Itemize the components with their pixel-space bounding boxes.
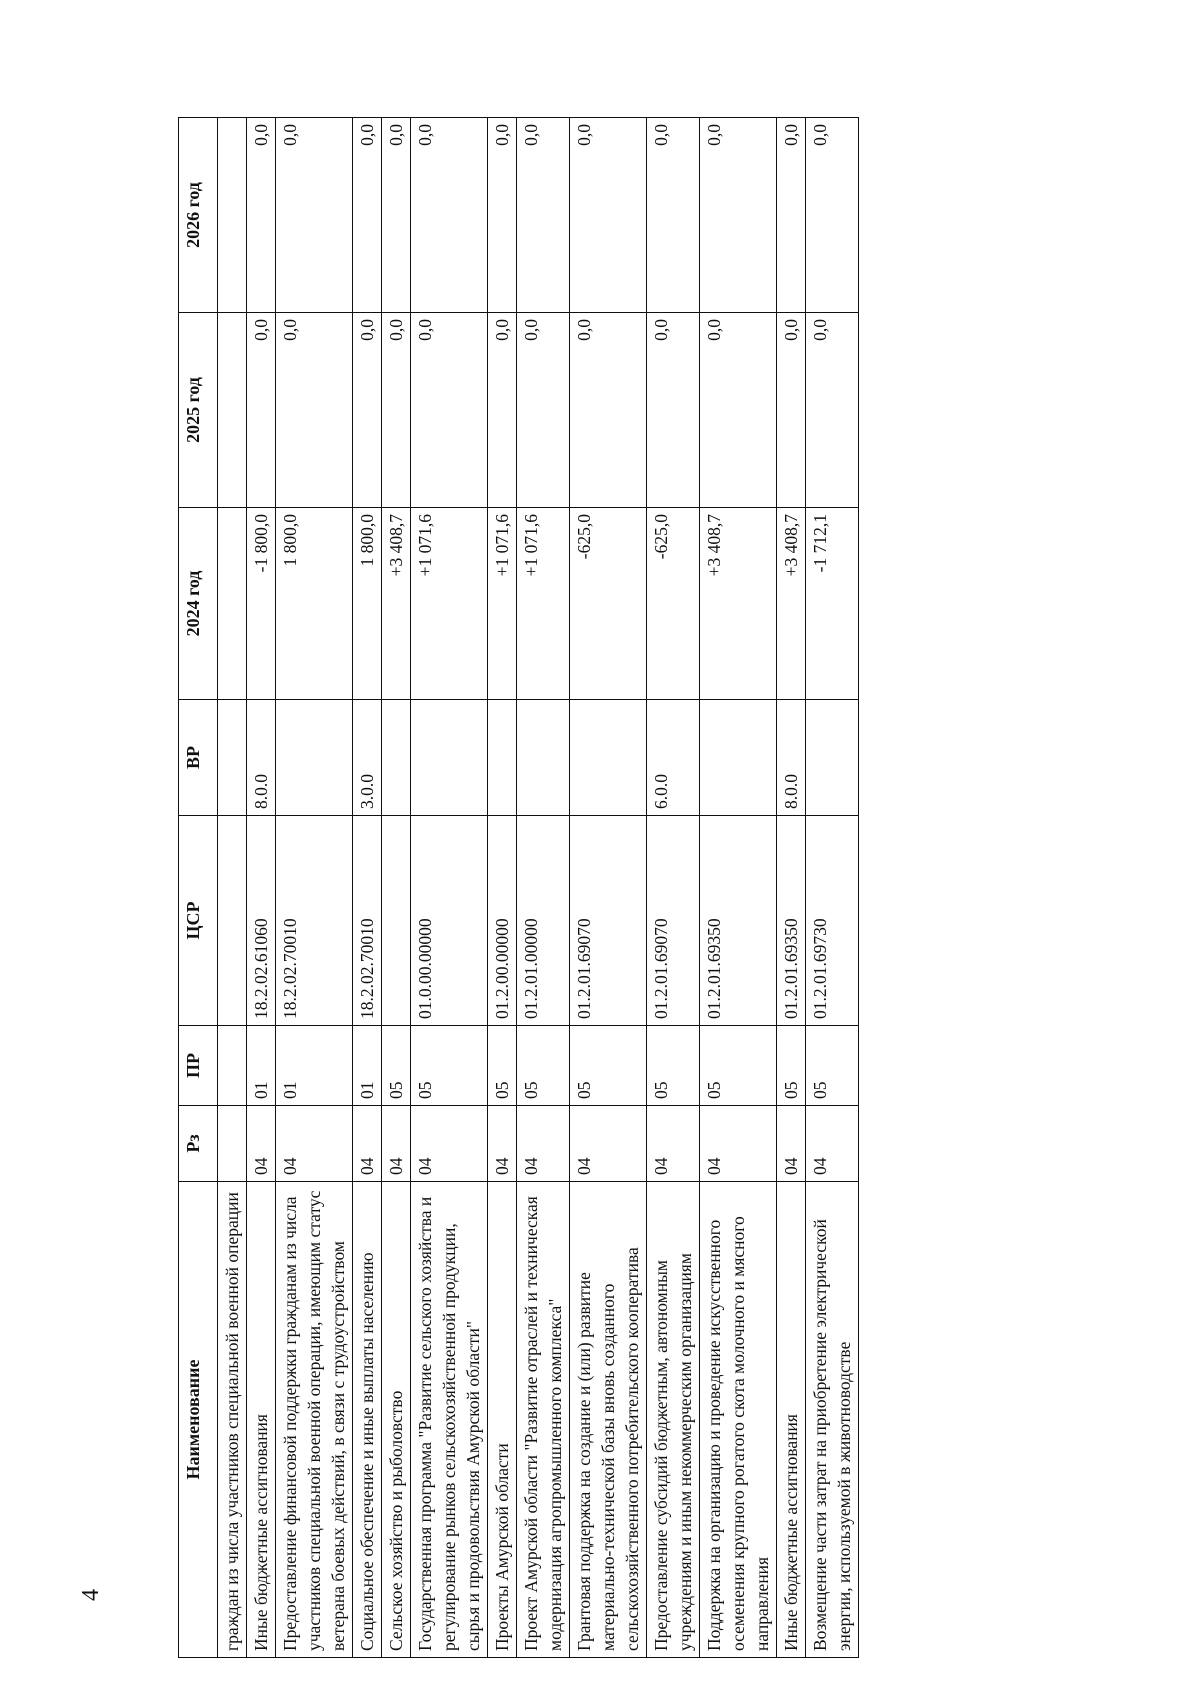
cell-pr: 05 xyxy=(570,1026,647,1106)
cell-2026: 0,0 xyxy=(570,118,647,313)
table-row xyxy=(488,118,517,1658)
cell-2026: 0,0 xyxy=(806,118,859,313)
cell-2025: 0,0 xyxy=(647,313,700,508)
cell-rz: 04 xyxy=(777,1106,806,1182)
cell-2024: +3 408,7 xyxy=(777,508,806,700)
cell-csr: 01.2.00.00000 xyxy=(488,816,517,1026)
cell-csr xyxy=(218,816,247,1026)
page-number: 4 xyxy=(78,1589,104,1601)
cell-csr: 01.2.01.69730 xyxy=(806,816,859,1026)
cell-2026: 0,0 xyxy=(700,118,777,313)
cell-2025: 0,0 xyxy=(382,313,411,508)
cell-rz: 04 xyxy=(517,1106,570,1182)
cell-rz: 04 xyxy=(647,1106,700,1182)
table-row xyxy=(700,118,777,1658)
cell-2026: 0,0 xyxy=(353,118,382,313)
cell-2025: 0,0 xyxy=(700,313,777,508)
cell-vr: 8.0.0 xyxy=(247,700,276,816)
cell-pr: 01 xyxy=(276,1026,353,1106)
table-row xyxy=(276,118,353,1658)
table-row xyxy=(382,118,411,1658)
cell-pr: 05 xyxy=(700,1026,777,1106)
cell-rz: 04 xyxy=(806,1106,859,1182)
table-row xyxy=(647,118,700,1658)
cell-2026: 0,0 xyxy=(247,118,276,313)
cell-csr xyxy=(382,816,411,1026)
cell-name: Проекты Амурской области xyxy=(488,1182,517,1658)
cell-2025: 0,0 xyxy=(488,313,517,508)
cell-rz xyxy=(218,1106,247,1182)
cell-name: Сельское хозяйство и рыболовство xyxy=(382,1182,411,1658)
table-row xyxy=(247,118,276,1658)
header-csr: ЦСР xyxy=(179,816,218,1026)
cell-rz: 04 xyxy=(570,1106,647,1182)
cell-2024: +1 071,6 xyxy=(411,508,488,700)
cell-name: Социальное обеспечение и иные выплаты населению xyxy=(353,1182,382,1658)
cell-csr: 01.2.01.69070 xyxy=(570,816,647,1026)
cell-2025: 0,0 xyxy=(276,313,353,508)
cell-csr: 18.2.02.61060 xyxy=(247,816,276,1026)
cell-rz: 04 xyxy=(276,1106,353,1182)
table-body xyxy=(218,118,859,1658)
cell-2025: 0,0 xyxy=(247,313,276,508)
cell-2026: 0,0 xyxy=(777,118,806,313)
cell-vr xyxy=(488,700,517,816)
cell-csr: 01.2.01.00000 xyxy=(517,816,570,1026)
header-vr: ВР xyxy=(179,700,218,816)
cell-vr xyxy=(411,700,488,816)
cell-pr: 05 xyxy=(647,1026,700,1106)
table-row xyxy=(777,118,806,1658)
cell-2024: +3 408,7 xyxy=(382,508,411,700)
cell-name: Предоставление финансовой поддержки гражданам из числа участников специальной военной операции, имеющим статус ветерана боевых действий, в связи с трудоустройством xyxy=(276,1182,353,1658)
cell-2024: +1 071,6 xyxy=(488,508,517,700)
cell-2025: 0,0 xyxy=(353,313,382,508)
header-name: Наименование xyxy=(179,1182,218,1658)
cell-pr: 01 xyxy=(353,1026,382,1106)
cell-pr: 05 xyxy=(517,1026,570,1106)
cell-2026: 0,0 xyxy=(647,118,700,313)
cell-name: Проект Амурской области "Развитие отраслей и техническая модернизация агропромышленного комплекса" xyxy=(517,1182,570,1658)
cell-vr xyxy=(700,700,777,816)
cell-2026: 0,0 xyxy=(276,118,353,313)
header-pr: ПР xyxy=(179,1026,218,1106)
cell-name: Поддержка на организацию и проведение искусственного осеменения крупного рогатого скота молочного и мясного направления xyxy=(700,1182,777,1658)
cell-pr: 05 xyxy=(382,1026,411,1106)
cell-rz: 04 xyxy=(411,1106,488,1182)
table-row xyxy=(806,118,859,1658)
cell-csr: 18.2.02.70010 xyxy=(353,816,382,1026)
cell-2024: +3 408,7 xyxy=(700,508,777,700)
cell-name: Государственная программа "Развитие сельского хозяйства и регулирование рынков сельскохозяйственной продукции, сырья и продовольствия Амурской области" xyxy=(411,1182,488,1658)
cell-rz: 04 xyxy=(488,1106,517,1182)
cell-2025: 0,0 xyxy=(517,313,570,508)
cell-2026: 0,0 xyxy=(411,118,488,313)
cell-rz: 04 xyxy=(353,1106,382,1182)
cell-csr: 18.2.02.70010 xyxy=(276,816,353,1026)
cell-csr: 01.0.00.00000 xyxy=(411,816,488,1026)
cell-pr: 05 xyxy=(488,1026,517,1106)
cell-2026: 0,0 xyxy=(488,118,517,313)
cell-2024: -625,0 xyxy=(570,508,647,700)
cell-vr xyxy=(382,700,411,816)
cell-2025: 0,0 xyxy=(570,313,647,508)
cell-csr: 01.2.01.69350 xyxy=(700,816,777,1026)
budget-table-container xyxy=(178,118,1200,1658)
budget-table xyxy=(178,117,859,1658)
cell-pr: 05 xyxy=(806,1026,859,1106)
cell-2025 xyxy=(218,313,247,508)
cell-2024: 1 800,0 xyxy=(353,508,382,700)
table-row xyxy=(517,118,570,1658)
cell-vr xyxy=(570,700,647,816)
header-2024: 2024 год xyxy=(179,508,218,700)
cell-rz: 04 xyxy=(382,1106,411,1182)
cell-2024: +1 071,6 xyxy=(517,508,570,700)
cell-rz: 04 xyxy=(247,1106,276,1182)
cell-name: Возмещение части затрат на приобретение электрической энергии, используемой в животноводстве xyxy=(806,1182,859,1658)
cell-vr: 3.0.0 xyxy=(353,700,382,816)
cell-vr xyxy=(218,700,247,816)
table-row xyxy=(411,118,488,1658)
cell-2025: 0,0 xyxy=(777,313,806,508)
cell-2024: -1 712,1 xyxy=(806,508,859,700)
cell-csr: 01.2.01.69070 xyxy=(647,816,700,1026)
cell-vr: 8.0.0 xyxy=(777,700,806,816)
header-2025: 2025 год xyxy=(179,313,218,508)
cell-vr xyxy=(276,700,353,816)
cell-2026 xyxy=(218,118,247,313)
cell-pr: 05 xyxy=(411,1026,488,1106)
header-rz: Рз xyxy=(179,1106,218,1182)
header-2026: 2026 год xyxy=(179,118,218,313)
cell-pr: 01 xyxy=(247,1026,276,1106)
table-header-row xyxy=(179,118,218,1658)
cell-2026: 0,0 xyxy=(382,118,411,313)
cell-rz: 04 xyxy=(700,1106,777,1182)
cell-2025: 0,0 xyxy=(411,313,488,508)
cell-2024 xyxy=(218,508,247,700)
cell-name: Грантовая поддержка на создание и (или) развитие материально-технической базы вновь созданного сельскохозяйственного потребительского кооператива xyxy=(570,1182,647,1658)
table-row xyxy=(570,118,647,1658)
cell-csr: 01.2.01.69350 xyxy=(777,816,806,1026)
cell-2024: 1 800,0 xyxy=(276,508,353,700)
cell-2024: -625,0 xyxy=(647,508,700,700)
cell-vr: 6.0.0 xyxy=(647,700,700,816)
cell-pr xyxy=(218,1026,247,1106)
table-row xyxy=(218,118,247,1658)
cell-name: граждан из числа участников специальной военной операции xyxy=(218,1182,247,1658)
cell-2025: 0,0 xyxy=(806,313,859,508)
cell-name: Иные бюджетные ассигнования xyxy=(247,1182,276,1658)
cell-name: Иные бюджетные ассигнования xyxy=(777,1182,806,1658)
cell-name: Предоставление субсидий бюджетным, автономным учреждениям и иным некоммерческим организациям xyxy=(647,1182,700,1658)
cell-2026: 0,0 xyxy=(517,118,570,313)
cell-vr xyxy=(517,700,570,816)
cell-vr xyxy=(806,700,859,816)
cell-2024: -1 800,0 xyxy=(247,508,276,700)
table-row xyxy=(353,118,382,1658)
cell-pr: 05 xyxy=(777,1026,806,1106)
